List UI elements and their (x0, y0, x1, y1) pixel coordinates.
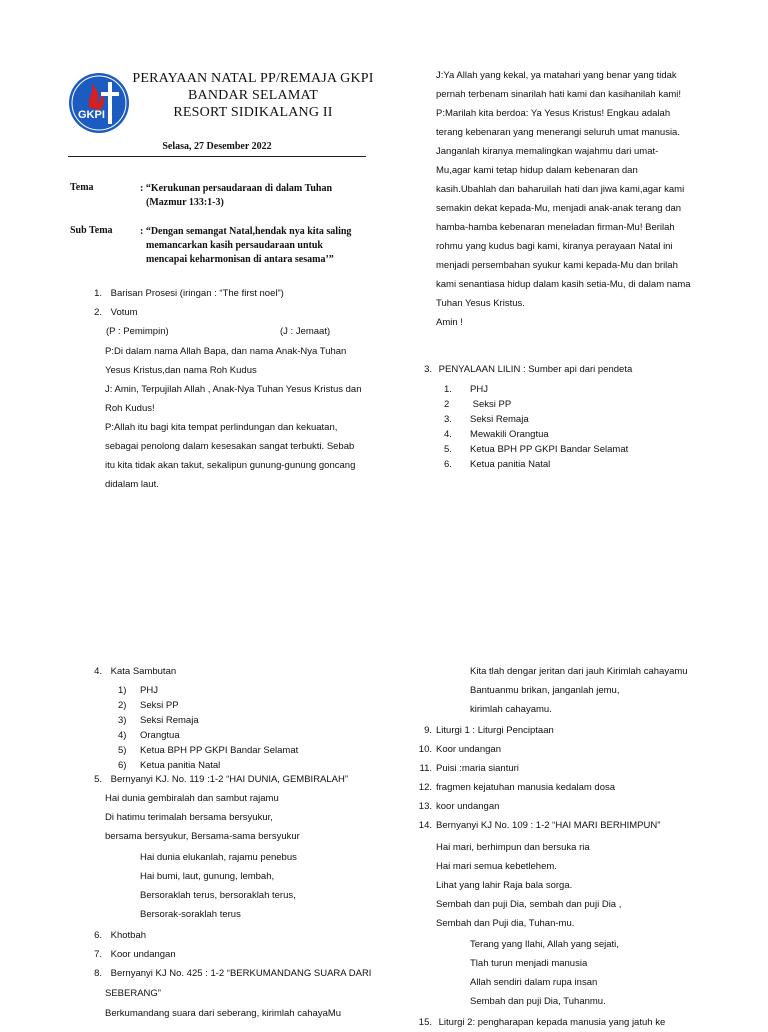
votum-line: didalam laut. (105, 479, 159, 490)
sub-number: 1. (444, 384, 452, 395)
prayer-line: Janganlah kiranya memalingkan wajahmu dari umat- (436, 146, 659, 157)
program-item-2 (80, 303, 138, 322)
song-line: Hai dunia elukanlah, rajamu penebus (140, 852, 297, 863)
sub-item (444, 457, 704, 472)
item-text: Bernyanyi KJ No. 109 : 1-2 “HAI MARI BERHIMPUN” (436, 820, 661, 831)
item-text: Puisi :maria sianturi (436, 763, 519, 774)
prayer-line: semakin dekat kepada-Mu, menjadi anak-anak terang dan (436, 203, 682, 214)
song-line: Hai mari, berhimpun dan bersuka ria (436, 842, 590, 853)
program-item-5 (80, 770, 348, 789)
song-line: bersama bersyukur, Bersama-sama bersyukur (105, 831, 300, 842)
item-text: Liturgi 2: pengharapan kepada manusia yang jatuh ke (438, 1017, 666, 1028)
sambutan-sub-list (118, 683, 378, 773)
sub-number: 2 (444, 399, 450, 410)
votum-line: P:Allah itu bagi kita tempat perlindungan dan kekuatan, (105, 422, 338, 433)
prayer-line: Amin ! (436, 317, 463, 328)
votum-line: P:Di dalam nama Allah Bapa, dan nama Anak-Nya Tuhan (105, 346, 347, 357)
lilin-sub-list (444, 382, 704, 472)
item-number: 6. (94, 930, 102, 941)
legend-jemaat: (J : Jemaat) (280, 326, 331, 337)
votum-line: itu kita tidak akan takut, sekalipun gunung-gunung goncang (105, 460, 356, 471)
prayer-text (436, 66, 726, 332)
item-number: 5. (94, 774, 102, 785)
item-text: Bernyanyi KJ. No. 119 :1-2 “HAI DUNIA, GEMBIRALAH” (110, 774, 349, 785)
item-text: Barisan Prosesi (iringan : “The first noel”) (110, 288, 284, 299)
item-number: 15. (418, 1017, 432, 1028)
sub-text: Seksi PP (470, 399, 512, 410)
sub-number: 5. (444, 444, 452, 455)
sub-text: Ketua BPH PP GKPI Bandar Selamat (470, 444, 629, 455)
item-number: 8. (94, 968, 102, 979)
svg-text:GKPI: GKPI (78, 109, 105, 121)
subtema-label: Sub Tema (70, 225, 113, 236)
song-line: Kita tlah dengar jeritan dari jauh Kirimlah cahayamu (470, 666, 688, 677)
prayer-line: P:Marilah kita berdoa: Ya Yesus Kristus! Engkau adalah (436, 108, 671, 119)
sub-text: Seksi Remaja (140, 715, 199, 726)
program-item-1 (80, 284, 284, 303)
tema-line: : “Kerukunan persaudaraan di dalam Tuhan (140, 183, 333, 194)
item-number: 10. (418, 744, 432, 755)
prayer-line: kami senantiasa hidup dalam kasih setia-Mu, di dalam nama (436, 279, 691, 290)
program-item (410, 721, 740, 740)
song-14-refrain (470, 935, 730, 1011)
item-text: fragmen kejatuhan manusia kedalam dosa (436, 782, 616, 793)
votum-line: sebagai penolong dalam kesesakan sangat terbukti. Sebab (105, 441, 355, 452)
tema-text (140, 182, 370, 210)
item-number: 3. (424, 364, 432, 375)
song-line: Terang yang Ilahi, Allah yang sejati, (470, 939, 619, 950)
song-8-continuation (470, 662, 760, 719)
sub-text: Ketua panitia Natal (470, 459, 551, 470)
song-line: Allah sendiri dalam rupa insan (470, 977, 598, 988)
song-line: Lihat yang lahir Raja bala sorga. (436, 880, 573, 891)
sub-text: PHJ (140, 685, 158, 696)
program-item (410, 740, 740, 759)
sub-text: Seksi PP (140, 700, 179, 711)
subtema-text (140, 225, 380, 267)
song-5-verse (105, 789, 375, 846)
sub-number: 4) (118, 730, 127, 741)
prayer-line: Mu,agar kami tetap hidup dalam kebenaran dan (436, 165, 638, 176)
sub-number: 2) (118, 700, 127, 711)
sub-number: 3) (118, 715, 127, 726)
program-item-6 (80, 926, 146, 945)
votum-line: Roh Kudus! (105, 403, 155, 414)
title-line-3: RESORT SIDIKALANG II (173, 105, 333, 120)
sub-text: Orangtua (140, 730, 180, 741)
program-item (410, 778, 740, 797)
item-text: Bernyanyi KJ No. 425 : 1-2 “BERKUMANDANG SUARA DARI (110, 968, 372, 979)
prayer-line: kasih.Ubahlah dan baharuilah hati dan jiwa kami,agar kami (436, 184, 685, 195)
sub-item (118, 698, 378, 713)
sub-number: 4. (444, 429, 452, 440)
item-number: 11. (419, 763, 432, 774)
sub-number: 6) (118, 760, 127, 771)
sub-number: 6. (444, 459, 452, 470)
prayer-line: pernah terbenam sinarilah hati kami dan kasihanilah kami! (436, 89, 682, 100)
program-item-3 (410, 360, 632, 379)
song-line: Sembah dan puji Dia, Tuhanmu. (470, 996, 606, 1007)
item-number: 7. (94, 949, 102, 960)
sub-item (444, 412, 704, 427)
sub-item (444, 382, 704, 397)
song-line: Bersoraklah terus, bersoraklah terus, (140, 890, 296, 901)
document-title (128, 70, 378, 121)
song-line: Di hatimu terimalah bersama bersyukur, (105, 812, 273, 823)
legend-pemimpin: (P : Pemimpin) (106, 326, 169, 337)
sub-item (444, 397, 704, 412)
song-8-line: Berkumandang suara dari seberang, kirimlah cahayaMu (105, 1008, 342, 1019)
sub-item (118, 713, 378, 728)
song-line: Tlah turun menjadi manusia (470, 958, 588, 969)
song-14-verse (436, 838, 726, 933)
item-text: PENYALAAN LILIN : Sumber api dari pendeta (438, 364, 633, 375)
sub-item (444, 442, 704, 457)
header-divider (68, 156, 366, 157)
song-line: Hai bumi, laut, gunung, lembah, (140, 871, 275, 882)
item-number: 4. (94, 666, 102, 677)
event-date: Selasa, 27 Desember 2022 (162, 141, 272, 152)
tema-label: Tema (70, 182, 94, 193)
song-line: Hai mari semua kebetlehem. (436, 861, 557, 872)
prayer-line: menjadi persembahan syukur kami kepada-Mu dan brilah (436, 260, 678, 271)
votum-line: Yesus Kristus,dan nama Roh Kudus (105, 365, 257, 376)
title-line-2: BANDAR SELAMAT (188, 88, 318, 103)
program-item-15 (410, 1013, 740, 1032)
sub-item (444, 427, 704, 442)
sub-text: Seksi Remaja (470, 414, 529, 425)
item-text: Koor undangan (110, 949, 176, 960)
sub-text: Ketua BPH PP GKPI Bandar Selamat (140, 745, 299, 756)
song-line: Bantuanmu brikan, janganlah jemu, (470, 685, 620, 696)
sub-number: 5) (118, 745, 127, 756)
prayer-line: rohmu yang kudus bagi kami, kiranya perayaan Natal ini (436, 241, 673, 252)
title-line-1: PERAYAAN NATAL PP/REMAJA GKPI (132, 71, 374, 86)
song-line: Hai dunia gembiralah dan sambut rajamu (105, 793, 279, 804)
item-number: 14. (418, 820, 432, 831)
item-text: Liturgi 1 : Liturgi Penciptaan (436, 725, 554, 736)
votum-line: J: Amin, Terpujilah Allah , Anak-Nya Tuhan Yesus Kristus dan (105, 384, 362, 395)
sub-item (118, 728, 378, 743)
subtema-line: : “Dengan semangat Natal,hendak nya kita saling (140, 226, 352, 237)
item-text: Koor undangan (436, 744, 501, 755)
item-text: Votum (110, 307, 138, 318)
item-number: 13. (418, 801, 432, 812)
program-item-7 (80, 945, 176, 964)
gkpi-logo (68, 72, 130, 134)
item-number: 2. (94, 307, 102, 318)
subtema-line: memancarkan kasih persaudaraan untuk (146, 240, 323, 251)
song-line: Sembah dan puji Dia, sembah dan puji Dia , (436, 899, 622, 910)
sub-text: Ketua panitia Natal (140, 760, 221, 771)
prayer-line: terang kebenaran yang menerangi seluruh umat manusia. (436, 127, 680, 138)
program-items-9-14 (410, 721, 740, 835)
item-text: koor undangan (436, 801, 500, 812)
item-text: Kata Sambutan (110, 666, 177, 677)
sub-number: 3. (444, 414, 452, 425)
sub-item (118, 743, 378, 758)
program-item (410, 816, 740, 835)
item-number: 1. (94, 288, 102, 299)
song-line: Sembah dan Puji dia, Tuhan-mu. (436, 918, 575, 929)
item-number: 12. (418, 782, 432, 793)
program-item-8 (80, 964, 371, 983)
sub-text: PHJ (470, 384, 488, 395)
sub-item (118, 683, 378, 698)
program-item (410, 759, 740, 778)
item-text: Khotbah (110, 930, 147, 941)
prayer-line: Tuhan Yesus Kristus. (436, 298, 525, 309)
program-item (410, 797, 740, 816)
song-line: Bersorak-soraklah terus (140, 909, 241, 920)
program-item-4 (80, 662, 176, 681)
song-line: kirimlah cahayamu. (470, 704, 552, 715)
prayer-line: J:Ya Allah yang kekal, ya matahari yang benar yang tidak (436, 70, 677, 81)
sub-text: Mewakili Orangtua (470, 429, 549, 440)
program-item-8-cont: SEBERANG” (105, 988, 161, 999)
song-5-refrain (140, 848, 380, 924)
sub-number: 1) (118, 685, 127, 696)
tema-line: (Mazmur 133:1-3) (146, 197, 224, 208)
prayer-line: hamba-hamba kebenaran meneladan firman-Mu! Berilah (436, 222, 675, 233)
votum-text (105, 342, 375, 494)
item-number: 9. (424, 725, 432, 736)
subtema-line: mencapai keharmonisan di antara sesama’” (146, 254, 334, 265)
